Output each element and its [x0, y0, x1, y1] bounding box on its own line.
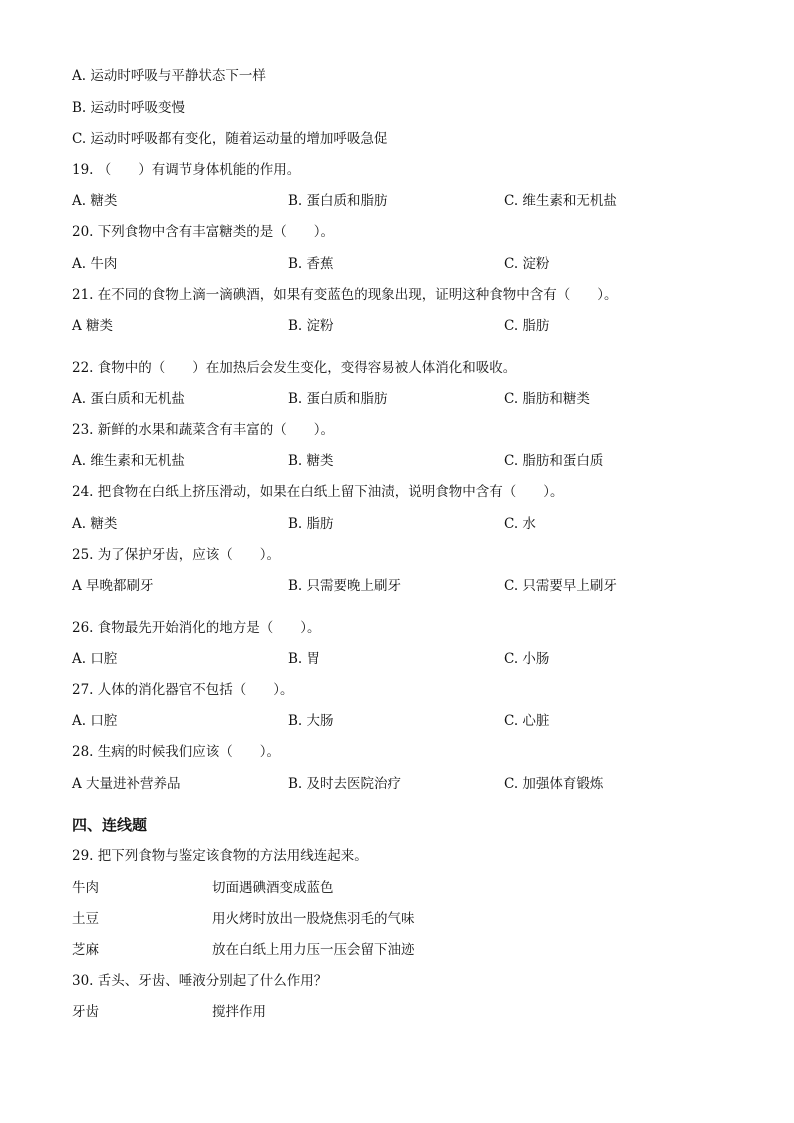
question-27-options [0, 712, 794, 730]
question-21-options [0, 317, 794, 335]
option-c: C. 脂肪 [504, 318, 550, 334]
matching-pair [0, 910, 794, 928]
option-c: C. 水 [504, 516, 536, 532]
question-24-options [0, 515, 794, 533]
question-28-options [0, 775, 794, 793]
option-a: A. 口腔 [72, 713, 118, 729]
test-method: 切面遇碘酒变成蓝色 [212, 880, 334, 896]
section-heading: 四、连线题 [72, 816, 148, 834]
question-25-stem: 25. 为了保护牙齿，应该（ ）。 [72, 547, 281, 563]
option-c: C. 小肠 [504, 651, 550, 667]
option-b: B. 脂肪 [288, 516, 334, 532]
option-c: C. 加强体育锻炼 [504, 776, 604, 792]
option-c: C. 淀粉 [504, 256, 550, 272]
option-b: B. 只需要晚上刷牙 [288, 578, 402, 594]
question-24-stem: 24. 把食物在白纸上挤压滑动，如果在白纸上留下油渍，说明食物中含有（ ）。 [72, 484, 564, 500]
food-item: 土豆 [72, 911, 99, 927]
question-22-options [0, 390, 794, 408]
option-c: C. 脂肪和糖类 [504, 391, 590, 407]
q18-option-c: C. 运动时呼吸都有变化，随着运动量的增加呼吸急促 [72, 131, 388, 147]
option-a: A. 维生素和无机盐 [72, 453, 185, 469]
option-a: A 大量进补营养品 [72, 776, 181, 792]
food-item: 芝麻 [72, 942, 99, 958]
matching-pair [0, 941, 794, 959]
question-27-stem: 27. 人体的消化器官不包括（ ）。 [72, 682, 294, 698]
test-method: 放在白纸上用力压一压会留下油迹 [212, 942, 415, 958]
option-a: A. 蛋白质和无机盐 [72, 391, 185, 407]
test-method: 用火烤时放出一股烧焦羽毛的气味 [212, 911, 415, 927]
question-20-options [0, 255, 794, 273]
option-b: B. 蛋白质和脂肪 [288, 391, 388, 407]
question-23-stem: 23. 新鲜的水果和蔬菜含有丰富的（ ）。 [72, 422, 335, 438]
option-a: A. 糖类 [72, 516, 118, 532]
option-b: B. 胃 [288, 651, 321, 667]
question-28-stem: 28. 生病的时候我们应该（ ）。 [72, 744, 281, 760]
question-29-stem: 29. 把下列食物与鉴定该食物的方法用线连起来。 [72, 848, 368, 864]
q18-option-b: B. 运动时呼吸变慢 [72, 100, 186, 116]
option-a: A. 糖类 [72, 193, 118, 209]
function-item: 搅拌作用 [212, 1004, 266, 1020]
question-22-stem: 22. 食物中的（ ）在加热后会发生变化，变得容易被人体消化和吸收。 [72, 360, 517, 376]
option-c: C. 心脏 [504, 713, 550, 729]
option-b: B. 香蕉 [288, 256, 334, 272]
option-a: A 早晚都刷牙 [72, 578, 154, 594]
option-a: A. 口腔 [72, 651, 118, 667]
question-19-options [0, 192, 794, 210]
question-26-stem: 26. 食物最先开始消化的地方是（ ）。 [72, 620, 321, 636]
question-20-stem: 20. 下列食物中含有丰富糖类的是（ ）。 [72, 224, 335, 240]
option-c: C. 只需要早上刷牙 [504, 578, 617, 594]
option-a: A 糖类 [72, 318, 114, 334]
question-21-stem: 21. 在不同的食物上滴一滴碘酒，如果有变蓝色的现象出现，证明这种食物中含有（ ）。 [72, 287, 618, 303]
organ-item: 牙齿 [72, 1004, 99, 1020]
option-c: C. 维生素和无机盐 [504, 193, 617, 209]
q18-option-a: A. 运动时呼吸与平静状态下一样 [72, 68, 266, 84]
option-b: B. 糖类 [288, 453, 334, 469]
question-30-stem: 30. 舌头、牙齿、唾液分别起了什么作用？ [72, 973, 328, 989]
option-a: A. 牛肉 [72, 256, 118, 272]
question-23-options [0, 452, 794, 470]
food-item: 牛肉 [72, 880, 99, 896]
matching-pair [0, 879, 794, 897]
option-c: C. 脂肪和蛋白质 [504, 453, 604, 469]
matching-pair [0, 1003, 794, 1021]
question-26-options [0, 650, 794, 668]
question-19-stem: 19. （ ）有调节身体机能的作用。 [72, 162, 301, 178]
question-25-options [0, 577, 794, 595]
option-b: B. 及时去医院治疗 [288, 776, 402, 792]
option-b: B. 淀粉 [288, 318, 334, 334]
option-b: B. 大肠 [288, 713, 334, 729]
option-b: B. 蛋白质和脂肪 [288, 193, 388, 209]
